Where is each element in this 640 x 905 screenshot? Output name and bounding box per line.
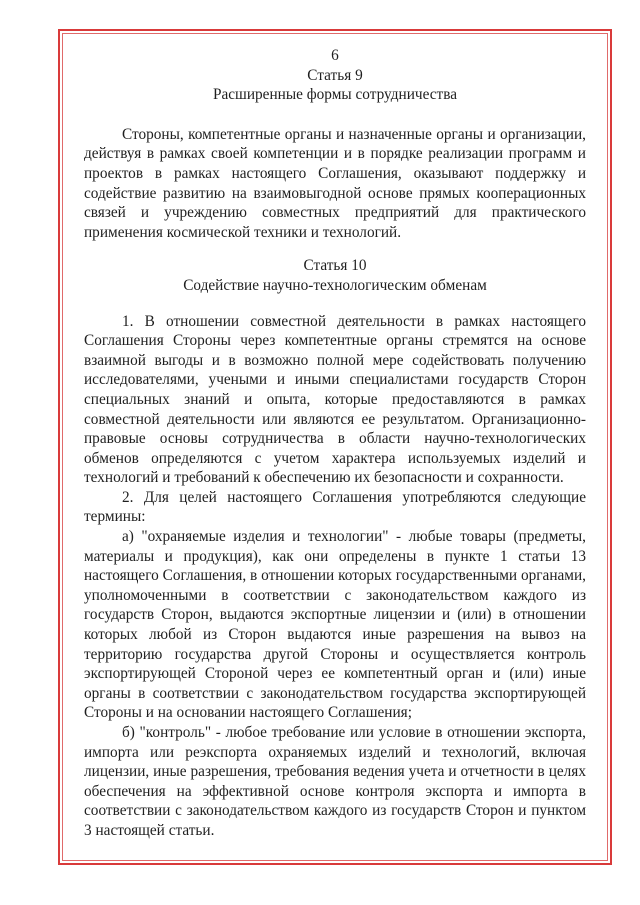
page-number: 6 [331, 47, 339, 64]
article-9-subtitle: Расширенные формы сотрудничества [212, 86, 458, 104]
article-10-term-a: а) "охраняемые изделия и технологии" - любые товары (предметы, материалы и продукция), как они определены в пункте 1 статьи 13 настоящего Соглашения, в отношении которых государственными органами, уполномоченными в соответствии с законодательством каждого из государств Сторон, выдаются экспортные лицензии и (или) в отношении которых любой из Сторон выдаются иные разрешения на вывоз на территорию государства другой Стороны и осуществляется контроль экспортирующей Стороной через ее компетентный орган и (или) иные органы в соответствии с законодательством государства экспортирующей Стороны и на основании настоящего Соглашения; [84, 528, 586, 722]
article-10 [84, 256, 586, 840]
spacer [84, 242, 586, 256]
article-10-title: Статья 10 [303, 257, 367, 275]
article-10-paragraph-1: 1. В отношении совместной деятельности в рамках настоящего Соглашения Стороны через компетентные органы стремятся на основе взаимной выгоды и в возможно полной мере содействовать получению исследователями, учеными и иными специалистами государств Сторон специальных знаний и опыта, которые предоставляются в рамках совместной деятельности или являются ее результатом. Организационно-правовые основы сотрудничества в области научно-технологических обменов определяются с учетом характера используемых изделий и технологий и требований к обеспечению их безопасности и сохранности. [84, 312, 586, 487]
article-9-paragraph: Стороны, компетентные органы и назначенные органы и организации, действуя в рамках своей компетенции и в порядке реализации программ и проектов в рамках настоящего Соглашения, оказывают поддержку и содействие развитию на взаимовыгодной основе прямых кооперационных связей и учреждению совместных предприятий для практического применения космической техники и технологий. [84, 125, 586, 241]
spacer [84, 296, 586, 312]
article-9 [84, 66, 586, 243]
article-10-paragraph-2: 2. Для целей настоящего Соглашения употребляются следующие термины: [84, 488, 586, 526]
spacer [84, 105, 586, 125]
document-page [84, 46, 586, 841]
article-9-title: Статья 9 [307, 66, 363, 84]
article-10-subtitle: Содействие научно-технологическим обменам [183, 276, 487, 294]
article-10-term-b: б) "контроль" - любое требование или условие в отношении экспорта, импорта или реэкспорта охраняемых изделий и технологий, включая лицензии, иные разрешения, требования ведения учета и отчетности в целях обеспечения на эффективной основе контроля экспорта и импорта в соответствии с законодательством каждого из государств Сторон и пунктом 3 настоящей статьи. [84, 724, 586, 839]
